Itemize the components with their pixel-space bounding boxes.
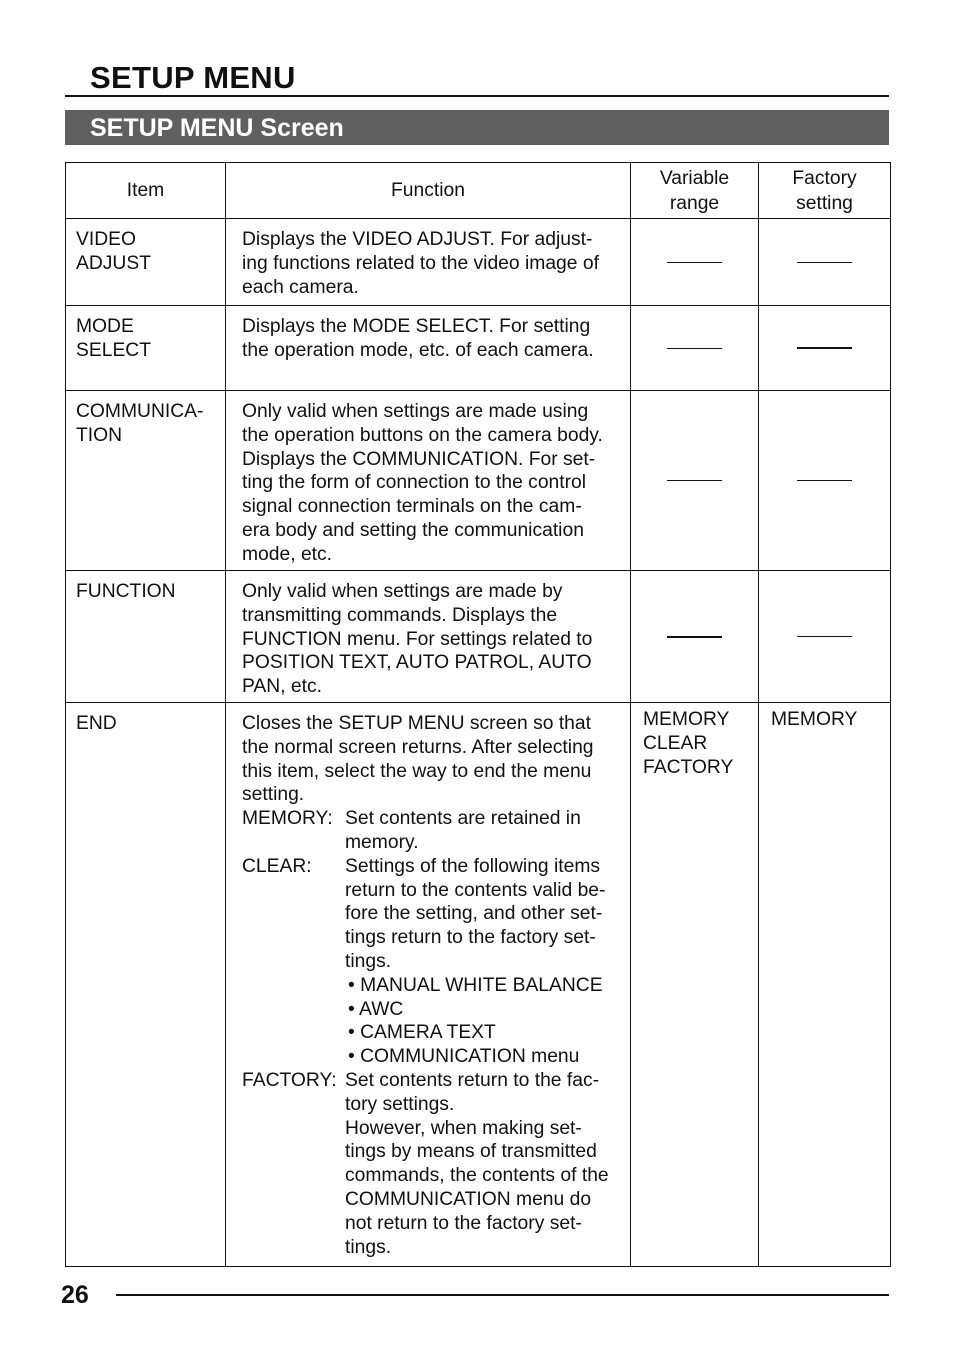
list-item: • AWC <box>242 998 610 1022</box>
page-number: 26 <box>61 1281 89 1309</box>
not-applicable-dash <box>797 636 852 637</box>
column-header-factory-setting: Factory setting <box>759 163 891 219</box>
option-memory: MEMORY: Set contents are retained in <box>242 808 581 830</box>
factory-setting-cell <box>759 219 891 306</box>
section-title: SETUP MENU Screen <box>90 114 344 142</box>
item-cell: FUNCTION <box>66 571 226 703</box>
factory-setting-cell: MEMORY <box>759 703 891 1267</box>
table-row <box>66 571 891 703</box>
factory-setting-cell <box>759 391 891 571</box>
not-applicable-dash <box>667 480 722 481</box>
item-cell: COMMUNICA- TION <box>66 391 226 571</box>
variable-range-cell: MEMORY CLEAR FACTORY <box>631 703 759 1267</box>
item-cell: MODE SELECT <box>66 306 226 391</box>
column-header-item: Item <box>66 163 226 219</box>
section-header-bar <box>65 110 889 145</box>
title-rule <box>65 95 889 97</box>
option-clear: CLEAR: Settings of the following items <box>242 855 601 877</box>
page-title: SETUP MENU <box>90 60 296 95</box>
setup-menu-table <box>65 162 891 1267</box>
function-cell: Closes the SETUP MENU screen so that the normal screen returns. After selecting this item, select the way to end the menu setting. MEMORY: Set contents are retained in memory. CLEAR: Settings of the following items return to the contents valid be- fore the setting, and other set- tings return to the factory set- tings. • MANUAL WHITE BALANCE • AWC • CAMERA TEXT • COMMUNICATION menu FACTORY: Set contents return to the fac- tory settings. However, when making set- tings by means of transmitted commands, the contents of the COMMUNICATION menu do not return to the factory set- tings. <box>226 703 631 1267</box>
not-applicable-dash <box>797 262 852 263</box>
not-applicable-dash <box>797 347 852 349</box>
not-applicable-dash <box>797 480 852 481</box>
list-item: • COMMUNICATION menu <box>242 1045 610 1069</box>
function-cell: Only valid when settings are made by transmitting commands. Displays the FUNCTION menu. For settings related to POSITION TEXT, AUTO PATROL, AUTO PAN, etc. <box>226 571 631 703</box>
option-factory: FACTORY: Set contents return to the fac- <box>242 1069 600 1091</box>
factory-setting-cell <box>759 306 891 391</box>
factory-setting-cell <box>759 571 891 703</box>
not-applicable-dash <box>667 348 722 349</box>
variable-range-cell <box>631 571 759 703</box>
table-row <box>66 306 891 391</box>
item-cell: END <box>66 703 226 1267</box>
footer-rule <box>116 1294 889 1296</box>
list-item: • MANUAL WHITE BALANCE <box>242 974 610 998</box>
column-header-function: Function <box>226 163 631 219</box>
table-row <box>66 391 891 571</box>
table-header-row <box>66 163 891 219</box>
variable-range-cell <box>631 219 759 306</box>
function-cell: Only valid when settings are made using the operation buttons on the camera body. Displays the COMMUNICATION. For set- ting the form of connection to the control signal connection terminals on the cam- era body and setting the communication mode, etc. <box>226 391 631 571</box>
table-row <box>66 703 891 1267</box>
function-cell: Displays the VIDEO ADJUST. For adjust- ing functions related to the video image of each camera. <box>226 219 631 306</box>
function-cell: Displays the MODE SELECT. For setting the operation mode, etc. of each camera. <box>226 306 631 391</box>
variable-range-cell <box>631 306 759 391</box>
table-row <box>66 219 891 306</box>
list-item: • CAMERA TEXT <box>242 1021 610 1045</box>
item-cell: VIDEO ADJUST <box>66 219 226 306</box>
column-header-variable-range: Variable range <box>631 163 759 219</box>
variable-range-cell <box>631 391 759 571</box>
not-applicable-dash <box>667 262 722 263</box>
not-applicable-dash <box>667 636 722 638</box>
